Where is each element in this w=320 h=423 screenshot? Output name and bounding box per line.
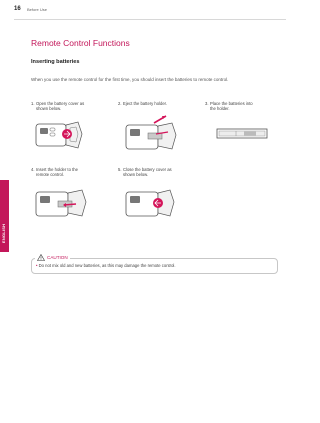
step-text-line: Insert the holder to the [36,167,78,172]
section-subtitle: Inserting batteries [31,59,80,65]
bullet: • [36,263,38,268]
battery-holder-illustration [216,127,268,141]
warning-triangle-icon [37,254,45,261]
caution-text: Do not mix old and new batteries, as this may damage the remote control. [38,263,176,268]
step-text-line: Place the batteries into [210,101,253,106]
language-label: ENGLISH [1,223,6,243]
caution-box [31,255,278,274]
page-header [14,5,286,20]
step-text-line: Close the battery cover as [123,167,172,172]
intro-text: When you use the remote control for the first time, you should insert the batteries to remote control. [31,77,229,82]
close-cover-illustration [124,184,178,222]
step-text-line: shown below. [123,172,149,178]
step-number: 3. [205,101,209,106]
step-5 [118,167,178,179]
step-1 [31,101,91,113]
step-2 [118,101,178,113]
section-name: Before Use [27,7,48,12]
step-number: 2. [118,101,122,106]
page-title: Remote Control Functions [31,38,130,48]
step-text-line: Open the battery cover as [36,101,85,106]
step-number: 4. [31,167,35,172]
insert-holder-illustration [34,184,90,222]
eject-holder-illustration [124,113,180,153]
step-text-line: remote control. [36,172,64,178]
open-cover-illustration [34,118,86,152]
step-number: 5. [118,167,122,172]
step-text-line: the holder. [210,106,230,112]
step-4 [31,167,91,179]
page-number: 16 [14,6,21,12]
step-text-line: shown below. [36,106,62,112]
step-number: 1. [31,101,35,106]
step-text-line: Eject the battery holder. [123,101,167,106]
step-3 [205,101,265,113]
caution-label: CAUTION [47,255,68,260]
